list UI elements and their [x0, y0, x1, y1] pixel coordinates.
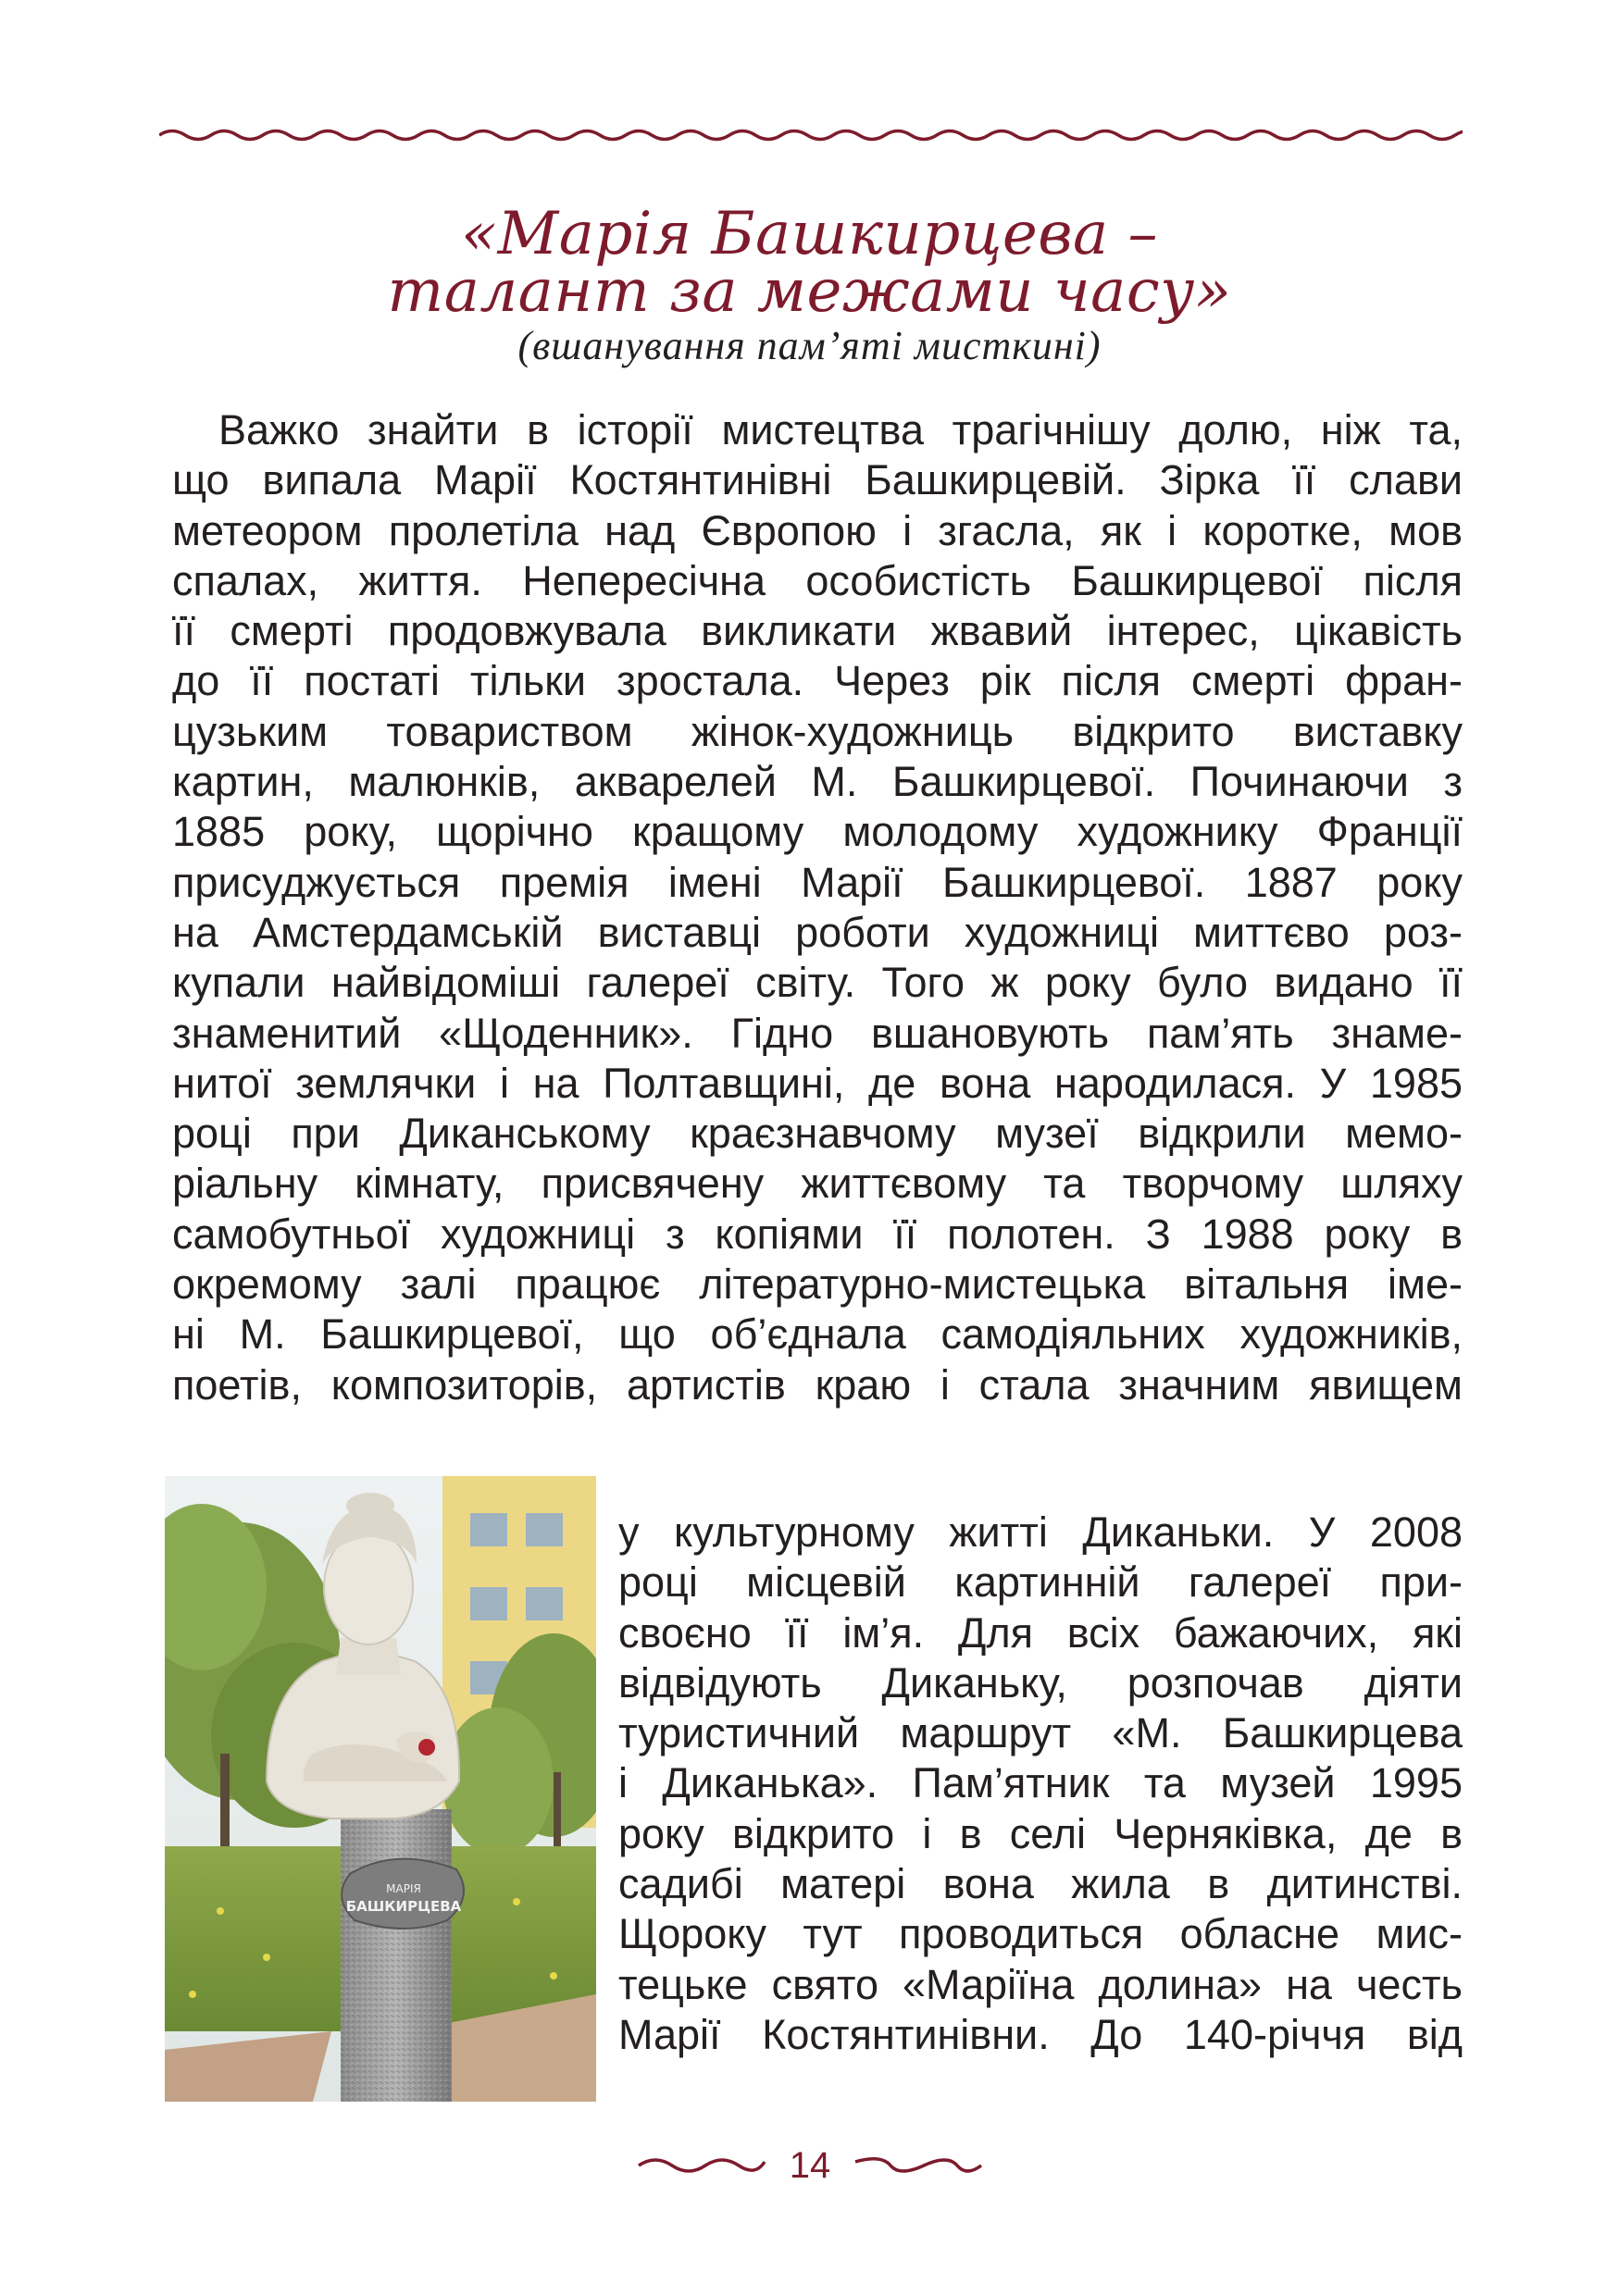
footer-right-wave [853, 2154, 983, 2177]
text-line: спалах, життя. Непересічна особистість Башкирцевої після [172, 556, 1463, 604]
text-line: картин, малюнків, акварелей М. Башкирцевої. Починаючи з [172, 758, 1463, 806]
text-line: її смерті продовжувала викликати жвавий інтерес, цікавість [172, 607, 1463, 655]
page-number: 14 [789, 2145, 831, 2186]
text-line: відвідують Диканьку, розпочав діяти [618, 1658, 1463, 1706]
text-line: ріальну кімнату, присвячену життєвому та творчому шляху [172, 1160, 1463, 1208]
wrapped-paragraph [618, 1508, 1463, 2060]
text-line: самобутньої художниці з копіями її полотен. З 1988 року в [172, 1210, 1463, 1258]
text-line: нитої землячки і на Полтавщині, де вона народилася. У 1985 [172, 1059, 1463, 1107]
text-line: Марії Костянтинівни. До 140-річчя від [618, 2010, 1463, 2058]
text-line: до її постаті тільки зростала. Через рік після смерті фран- [172, 657, 1463, 705]
plaque-line-2: БАШКИРЦЕВА [345, 1898, 462, 1915]
text-line: туристичний маршрут «М. Башкирцева [618, 1709, 1463, 1757]
text-line: цузьким товариством жінок-художниць відкрито виставку [172, 707, 1463, 755]
text-line: тецьке свято «Маріїна долина» на честь [618, 1960, 1463, 2008]
text-line: ні М. Башкирцевої, що об’єднала самодіяльних художників, [172, 1310, 1463, 1359]
text-line: Важко знайти в історії мистецтва трагічнішу долю, ніж та, [218, 406, 1463, 453]
title-line-2: талант за межами часу» [387, 257, 1232, 326]
text-line: садибі матері вона жила в дитинстві. [618, 1860, 1463, 1908]
text-line: році при Диканському краєзнавчому музеї відкрили мемо- [172, 1110, 1463, 1158]
text-line: на Амстердамській виставці роботи художниці миттєво роз- [172, 908, 1463, 956]
text-line: метеором пролетіла над Європою і згасла, як і коротке, мов [172, 506, 1463, 554]
text-line: купали найвідоміші галереї світу. Того ж року було видано її [172, 959, 1463, 1007]
subtitle: (вшанування пам’яті мисткині) [517, 323, 1102, 368]
title-line-1: «Марія Башкирцева – [461, 200, 1158, 268]
text-line: своєно її ім’я. Для всіх бажаючих, які [618, 1608, 1463, 1657]
monument-photo [165, 1476, 596, 2102]
text-line: року відкрито і в селі Черняківка, де в [618, 1809, 1463, 1857]
text-line: присуджується премія імені Марії Башкирцевої. 1887 року [172, 858, 1463, 906]
body-paragraph [172, 405, 1463, 1410]
text-line: окремому залі працює літературно-мистецька вітальня іме- [172, 1260, 1463, 1309]
plaque-line-1: МАРІЯ [386, 1882, 421, 1895]
page-footer [637, 2140, 983, 2195]
text-line: що випала Марії Костянтинівні Башкирцевій. Зірка її слави [172, 456, 1463, 504]
text-line: поетів, композиторів, артистів краю і стала значним явищем [172, 1360, 1463, 1409]
text-line: і Диканька». Пам’ятник та музей 1995 [618, 1759, 1463, 1807]
top-wave-divider [159, 118, 1463, 152]
article-title-block [278, 200, 1341, 370]
text-line: у культурному житті Диканьки. У 2008 [618, 1508, 1463, 1556]
text-line: знаменитий «Щоденник». Гідно вшановують пам’ять знаме- [172, 1009, 1463, 1057]
text-line: 1885 року, щорічно кращому молодому художнику Франції [172, 808, 1463, 856]
text-line: Щороку тут проводиться обласне мис- [618, 1910, 1463, 1958]
text-line: році місцевій картинній галереї при- [618, 1558, 1463, 1607]
